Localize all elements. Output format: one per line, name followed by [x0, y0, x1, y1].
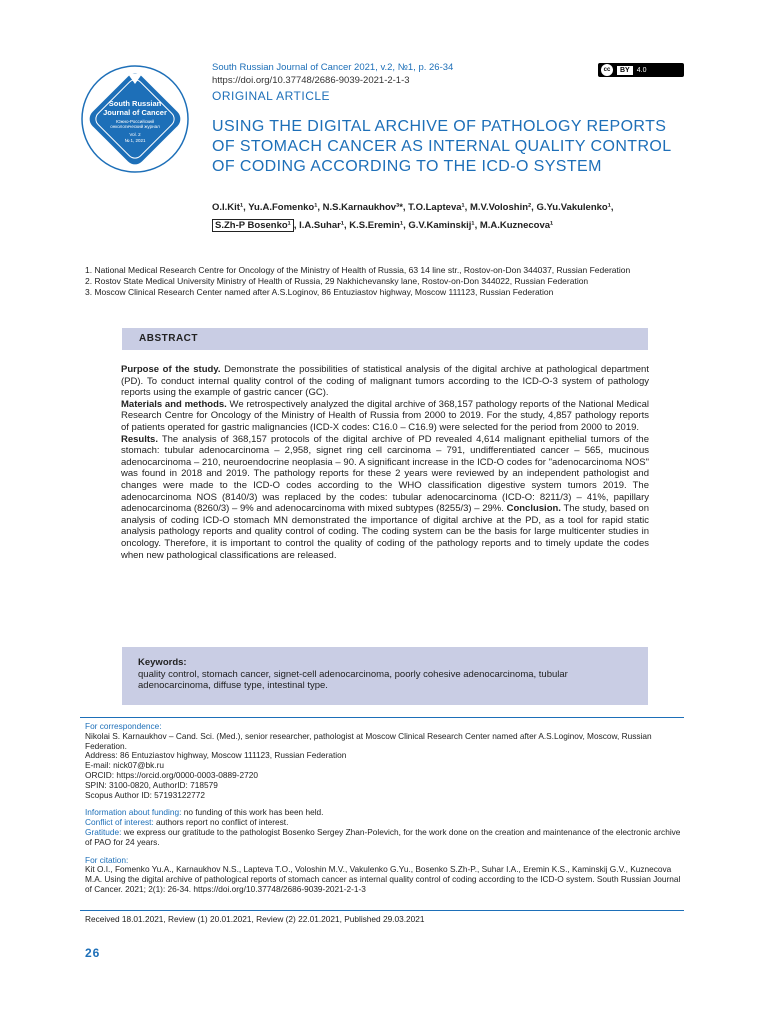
doi-link[interactable]: https://doi.org/10.37748/2686-9039-2021-2-1-3	[212, 75, 410, 86]
logo-volume: Vol. 2	[129, 132, 141, 137]
abstract-methods	[121, 399, 649, 434]
logo-name-1: South Russian	[108, 99, 162, 108]
article-header	[212, 61, 453, 103]
cc-icon: cc	[601, 64, 613, 76]
correspondence-block	[85, 722, 685, 895]
purpose-text: Demonstrate the possibilities of statistical analysis of the digital archive at pathological department (PD). To conduct internal quality control of the coding of malignant tumors according to the ICD-O-3 system of pathology reports using the example of gastric cancer (GC).	[121, 364, 649, 399]
page-number: 26	[85, 946, 101, 960]
correspondence-line: Address: 86 Entuziastov highway, Moscow 111123, Russian Federation	[85, 750, 347, 761]
conclusion-label: Conclusion.	[506, 503, 561, 515]
journal-logo	[80, 64, 190, 174]
funding-label: Information about funding:	[85, 807, 182, 818]
keywords-panel	[122, 647, 648, 705]
article-title	[212, 117, 672, 177]
cc-license-badge[interactable]	[598, 63, 684, 77]
boxed-author: S.Zh-P Bosenko¹	[212, 219, 294, 232]
title-line: OF CODING ACCORDING TO THE ICD-O SYSTEM	[212, 158, 602, 175]
conflict-text: authors report no conflict of interest.	[153, 817, 289, 828]
gratitude-info	[85, 828, 685, 848]
publication-dates: Received 18.01.2021, Review (1) 20.01.2021, Review (2) 22.01.2021, Published 29.03.2021	[85, 914, 425, 924]
affiliation-item: 2. Rostov State Medical University Ministry of Health of Russia, 29 Nakhichevansky lane, Rostov-on-Don 344022, Russian Federation	[85, 276, 589, 286]
title-line: OF STOMACH CANCER AS INTERNAL QUALITY CONTROL	[212, 138, 672, 155]
abstract-heading: ABSTRACT	[139, 333, 198, 344]
results-text: The analysis of 368,157 protocols of the digital archive of PD revealed 4,614 malignant epithelial tumors of the stomach: tubular adenocarcinoma – 2,958, signet ring cell carcinoma – 791, undifferentiated cancer – 565, mucinous adenocarcinoma – 210, neuroendocrine neoplasia – 90. A significant increase in the ICD-O codes for "adenocarcinoma NOS" was found in 2018 and 2019. The pathology reports for these 2 years were reviewed by an independent pathologist and changes were made to the ICD-O codes according to the WHO classification digestive system tumors 2019. The adenocarcinoma NOS (8140/3) was replaced by the codes: tubular adenocarcinoma (ICD-O: 8211/3) – 41%, papillary adenocarcinoma (8260/3) – 9% and adenocarcinoma with mixed subtypes (8255/3) – 29%.	[121, 433, 649, 515]
article-type: ORIGINAL ARTICLE	[212, 89, 331, 103]
correspondence-label: For correspondence:	[85, 721, 162, 731]
funding-text: no funding of this work has been held.	[181, 807, 324, 818]
affiliation-item: 3. Moscow Clinical Research Center named after A.S.Loginov, 86 Entuziastov highway, Moscow 111123, Russian Federation	[85, 287, 554, 297]
conclusion-text: The study, based on analysis of coding ICD-O stomach MN demonstrated the importance of digital archive at the PD, as a tool for rapid static analysis pathology reports and quality control of coding. The coding system can be the basis for large multicenter studies in oncology. Therefore, it is important to control the quality of coding of the pathology reports and to timely update the codes when new pathological classifications are released.	[121, 503, 649, 561]
abstract-heading-bar	[122, 328, 648, 350]
correspondence-line: Scopus Author ID: 57193122772	[85, 789, 205, 800]
abstract-results	[121, 434, 649, 562]
citation-text: Kit O.I., Fomenko Yu.A., Karnaukhov N.S., Lapteva T.O., Voloshin M.V., Vakulenko G.Yu., Bosenko S.Zh-P., Suhar I.A., Eremin K.S., Kaminskij G.V., Kuznecova M.A. Using the digital archive of pathological reports of stomach cancer as internal quality control of coding according to the ICD-O system. South Russian Journal of Cancer. 2021; 2(1): 26-34. https://doi.org/10.37748/2686-9039-2021-2-1-3	[85, 864, 681, 894]
correspondence-email[interactable]: E-mail: nick07@bk.ru	[85, 760, 164, 771]
gratitude-label: Gratitude:	[85, 826, 122, 837]
results-label: Results.	[121, 433, 158, 445]
journal-citation: South Russian Journal of Cancer 2021, v.2, №1, p. 26-34	[212, 62, 454, 73]
abstract-body	[121, 364, 649, 561]
divider	[80, 910, 684, 911]
logo-name-ru-1: Южно-Российский	[115, 119, 155, 124]
title-line: USING THE DIGITAL ARCHIVE OF PATHOLOGY REPORTS	[212, 118, 667, 135]
logo-issue: № 1, 2021	[124, 138, 146, 143]
authors-line-2	[212, 217, 652, 235]
conflict-label: Conflict of interest:	[85, 817, 154, 828]
correspondence-orcid[interactable]: ORCID: https://orcid.org/0000-0003-0889-2720	[85, 769, 258, 780]
gratitude-text: we express our gratitude to the pathologist Bosenko Sergey Zhan-Polevich, for the work done on the creation and maintenance of the electronic archive of PAO for 24 years.	[85, 826, 681, 847]
by-icon: BY	[617, 66, 633, 75]
author-list	[212, 199, 652, 235]
logo-name-ru-2: онкологический журнал	[110, 124, 160, 129]
affiliations	[85, 265, 630, 298]
correspondence-line: Nikolai S. Karnaukhov – Cand. Sci. (Med.), senior researcher, pathologist at Moscow Clinical Research Center named after A.S.Loginov, Moscow, Russian Federation.	[85, 730, 652, 751]
methods-text: We retrospectively analyzed the digital archive of 368,157 pathology reports of the National Medical Research Centre for Oncology of the Ministry of Health of Russia from 2000 to 2019. For the study, 4,857 pathology reports of patients operated for gastric malignancies (ICD-X codes: C16.0 – C16.9) were selected for the period from 2000 to 2019.	[121, 398, 649, 433]
license-version: 4.0	[636, 66, 647, 74]
authors-line-2-rest: , I.A.Suhar¹, K.S.Eremin¹, G.V.Kaminskij¹, M.A.Kuznecova¹	[293, 220, 554, 231]
methods-label: Materials and methods.	[121, 398, 227, 410]
keywords-label: Keywords:	[138, 657, 187, 668]
correspondence-line: SPIN: 3100-0820, AuthorID: 718579	[85, 779, 218, 790]
affiliation-item: 1. National Medical Research Centre for Oncology of the Ministry of Health of Russia, 63 14 line str., Rostov-on-Don 344037, Russian Federation	[85, 265, 631, 275]
logo-name-2: Journal of Cancer	[103, 108, 167, 117]
divider	[80, 717, 684, 718]
authors-line-1: O.I.Kit¹, Yu.A.Fomenko¹, N.S.Karnaukhov³*, T.O.Lapteva¹, M.V.Voloshin², G.Yu.Vakulenko¹,	[212, 202, 614, 213]
purpose-label: Purpose of the study.	[121, 364, 221, 375]
keywords-text: quality control, stomach cancer, signet-cell adenocarcinoma, poorly cohesive adenocarcinoma, tubular adenocarcinoma, diffuse type, intestinal type.	[138, 668, 568, 691]
abstract-purpose	[121, 364, 649, 399]
citation-label: For citation:	[85, 854, 129, 865]
